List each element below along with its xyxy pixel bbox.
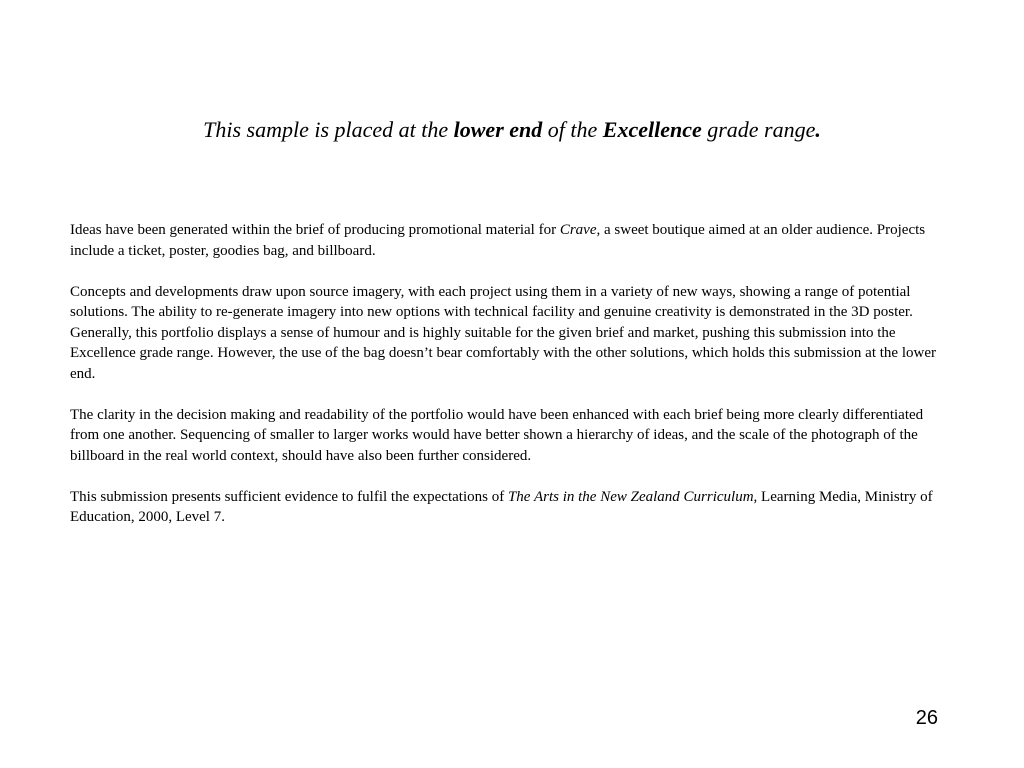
headline-period: . [815,117,821,142]
paragraph-clarity: The clarity in the decision making and readability of the portfolio would have been enhanced with each brief being more clearly differentiated from one another. Sequencing of smaller to larger works would have better shown a hierarchy of ideas, and the scale of the photograph of the billboard in the real world context, should have also been further considered. [70,406,924,464]
paragraph-brief [70,220,956,261]
assessment-commentary [70,220,956,548]
paragraph-evidence-text-before: This submission presents sufficient evidence to fulfil the expectations of [70,488,508,505]
headline-emphasis-excellence: Excellence [602,117,702,142]
paragraph-brief-text-before: Ideas have been generated within the brief of producing promotional material for [70,222,560,238]
headline-text-2: of the [542,117,603,142]
grade-headline [0,116,1024,144]
page-number: 26 [915,707,938,729]
headline-emphasis-lower-end: lower end [453,117,543,142]
headline-text-1: This sample is placed at the [203,117,454,142]
brand-name-crave: Crave [559,222,597,238]
paragraph-evidence [70,487,956,528]
paragraph-concepts: Concepts and developments draw upon source imagery, with each project using them in a variety of new ways, showing a range of potential solutions. The ability to re-generate imagery into new options with technical facility and genuine creativity is demonstrated in the 3D poster. Generally, this portfolio displays a sense of humour and is highly suitable for the given brief and market, pushing this submission into the Excellence grade range. However, the use of the bag doesn’t bear comfortably with the other solutions, which holds this submission at the lower end. [70,283,936,382]
paragraph-brief-text-after: , a sweet boutique aimed at an older audience. Projects include a ticket, poster, goodies bag, and billboard. [70,222,926,259]
paragraph-evidence-text-after: , Learning Media, Ministry of Education, 2000, Level 7. [70,488,933,525]
headline-text-3: grade range [701,117,816,142]
curriculum-title: The Arts in the New Zealand Curriculum [507,488,754,505]
